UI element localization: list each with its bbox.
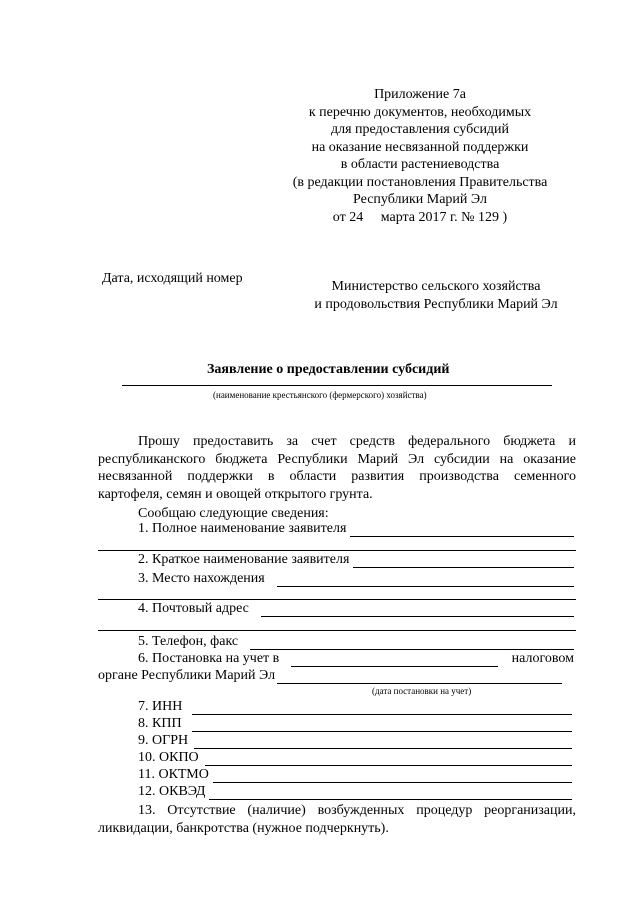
date-number-label: Дата, исходящий номер <box>102 271 243 286</box>
appendix-line: в области растениеводства <box>340 157 500 172</box>
field-label: 4. Почтовый адрес <box>138 601 249 616</box>
intro-paragraph <box>98 433 576 503</box>
registration-date-input-line[interactable] <box>277 670 562 684</box>
intro-line: республиканского бюджета Республики Марий Эл субсидии на оказание <box>98 451 576 467</box>
field-kpp <box>138 716 572 732</box>
item-13-line: 13. Отсутствие (наличие) возбужденных процедур реорганизации, <box>138 803 576 818</box>
item-13-paragraph <box>98 802 576 837</box>
ministry-line: Министерство сельского хозяйства <box>331 279 541 294</box>
full-name-continuation-line[interactable] <box>98 550 576 551</box>
appendix-line: на оказание несвязанной поддержки <box>311 139 529 155</box>
field-label: налоговом <box>511 651 574 666</box>
field-label: 10. ОКПО <box>138 750 199 765</box>
appendix-line: Республики Марий Эл <box>353 192 487 207</box>
farm-name-caption: (наименование крестьянского (фермерского) хозяйства) <box>213 390 427 400</box>
inn-input-line[interactable] <box>192 701 572 715</box>
appendix-line: к перечню документов, необходимых <box>308 104 532 120</box>
short-name-input-line[interactable] <box>353 554 574 568</box>
field-phone-fax <box>138 634 574 650</box>
field-label: 11. ОКТМО <box>138 767 209 782</box>
location-input-line[interactable] <box>277 573 574 587</box>
intro-line: картофеля, семян и овощей открытого грунта. <box>98 486 373 502</box>
field-okved <box>138 784 572 800</box>
document-title: Заявление о предоставлении субсидий <box>207 362 450 377</box>
field-ogrn <box>138 733 572 749</box>
field-short-name <box>138 552 574 568</box>
field-okpo <box>138 750 572 766</box>
field-label: 3. Место нахождения <box>138 571 265 586</box>
postal-address-continuation-line[interactable] <box>98 630 576 631</box>
tax-registration-input-line[interactable] <box>291 653 497 667</box>
recipient-ministry <box>296 278 576 314</box>
oktmo-input-line[interactable] <box>213 769 572 783</box>
kpp-input-line[interactable] <box>192 718 572 732</box>
field-location <box>138 571 574 587</box>
field-label: 6. Постановка на учет в <box>138 651 280 666</box>
field-postal-address <box>138 601 574 617</box>
info-intro: Сообщаю следующие сведения: <box>138 506 329 521</box>
field-label: 2. Краткое наименование заявителя <box>138 552 350 567</box>
appendix-line: Приложение 7а <box>374 87 466 102</box>
appendix-line: (в редакции постановления Правительства <box>292 174 548 190</box>
field-oktmo <box>138 767 572 783</box>
appendix-line: для предоставления субсидий <box>330 122 510 137</box>
field-tax-registration <box>138 651 574 667</box>
appendix-line: от 24 марта 2017 г. № 129 ) <box>332 209 508 225</box>
field-label: органе Республики Марий Эл <box>98 668 276 683</box>
ogrn-input-line[interactable] <box>194 735 572 749</box>
field-label: 8. КПП <box>138 716 182 731</box>
full-name-input-line[interactable] <box>350 523 574 537</box>
appendix-header <box>290 86 550 226</box>
farm-name-line[interactable] <box>122 385 552 386</box>
field-label: 1. Полное наименование заявителя <box>138 521 347 536</box>
field-label: 9. ОГРН <box>138 733 189 748</box>
location-continuation-line[interactable] <box>98 599 576 600</box>
intro-line: Прошу предоставить за счет средств федерального бюджета и <box>138 434 576 449</box>
field-inn <box>138 699 572 715</box>
field-label: 5. Телефон, факс <box>138 634 239 649</box>
phone-fax-input-line[interactable] <box>250 636 574 650</box>
postal-address-input-line[interactable] <box>261 603 574 617</box>
intro-line: несвязанной поддержки в области развития производства семенного <box>98 469 576 484</box>
item-13-line: ликвидации, банкротства (нужное подчеркнуть). <box>98 820 389 836</box>
field-label: 12. ОКВЭД <box>138 784 206 799</box>
okved-input-line[interactable] <box>209 786 572 800</box>
field-tax-authority <box>98 668 562 684</box>
field-label: 7. ИНН <box>138 699 183 714</box>
ministry-line: и продовольствия Республики Марий Эл <box>314 297 558 312</box>
registration-date-caption: (дата постановки на учет) <box>372 686 472 696</box>
field-full-name <box>138 521 574 537</box>
okpo-input-line[interactable] <box>205 752 572 766</box>
